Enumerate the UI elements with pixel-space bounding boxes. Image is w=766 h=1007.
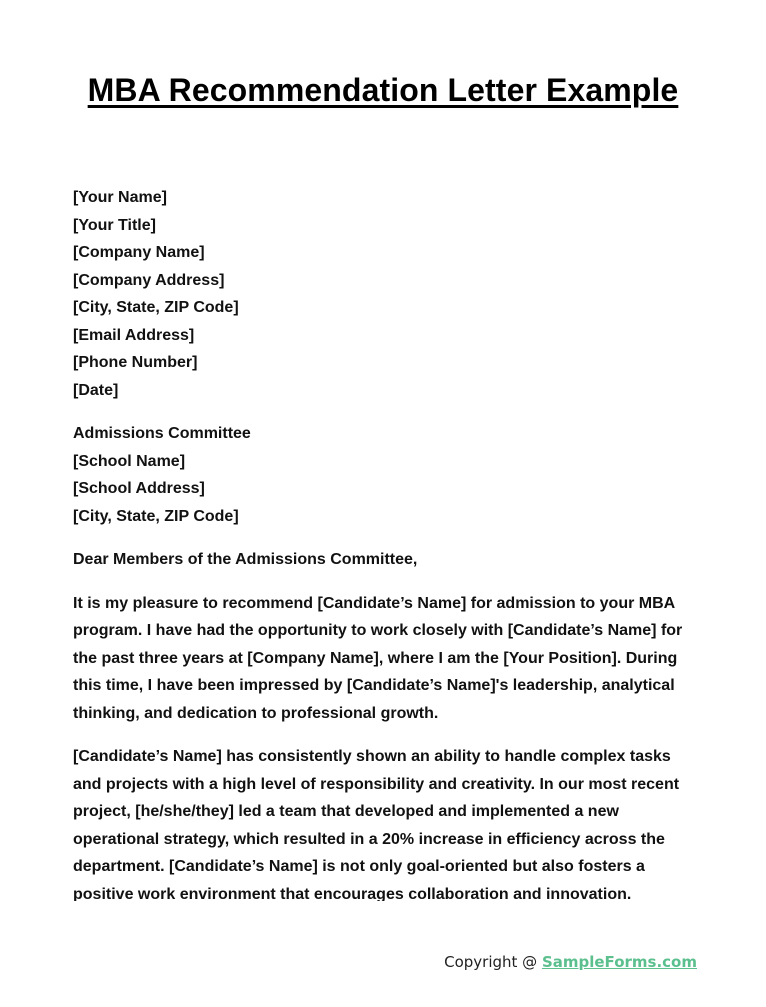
copyright-label: Copyright @ [444,953,542,971]
sender-city-state-zip: [City, State, ZIP Code] [73,299,239,316]
sender-name: [Your Name] [73,189,167,206]
sender-company-name: [Company Name] [73,244,205,261]
recipient-city-state-zip: [City, State, ZIP Code] [73,507,239,525]
copyright-footer [444,953,697,971]
paragraph-introduction: It is my pleasure to recommend [Candidate’s Name] for admission to your MBA program. I have had the opportunity to work closely with [Candidate’s Name] for the past three years at [Company Name], where I am the [Your Position]. During this time, I have been impressed by [Candidate’s Name]'s leadership, analytical thinking, and dedication to professional growth. [73,594,683,722]
recipient-school-name: [School Name] [73,452,186,470]
salutation: Dear Members of the Admissions Committee, [73,551,418,568]
sender-title: [Your Title] [73,216,156,234]
sender-email: [Email Address] [73,326,195,344]
paragraph-achievements: [Candidate’s Name] has consistently shown an ability to handle complex tasks and projects with a high level of responsibility and creativity. In our most recent project, [he/she/they] led a team that developed and implemented a new operational strategy, which resulted in a 20% increase in efficiency across the department. [Candidate’s Name] is not only goal-oriented but also fosters a positive work environment that encourages collaboration and innovation. [73,748,680,901]
sampleforms-link[interactable]: SampleForms.com [541,953,697,971]
sender-company-address: [Company Address] [73,271,225,289]
sender-phone: [Phone Number] [73,354,198,371]
recipient-address-block [73,420,698,530]
recipient-committee: Admissions Committee [73,425,251,442]
letter-body [73,184,698,901]
recipient-school-address: [School Address] [73,480,205,497]
page-title: MBA Recommendation Letter Example [87,72,679,108]
sender-address-block [73,184,698,404]
letter-date: [Date] [73,381,119,399]
